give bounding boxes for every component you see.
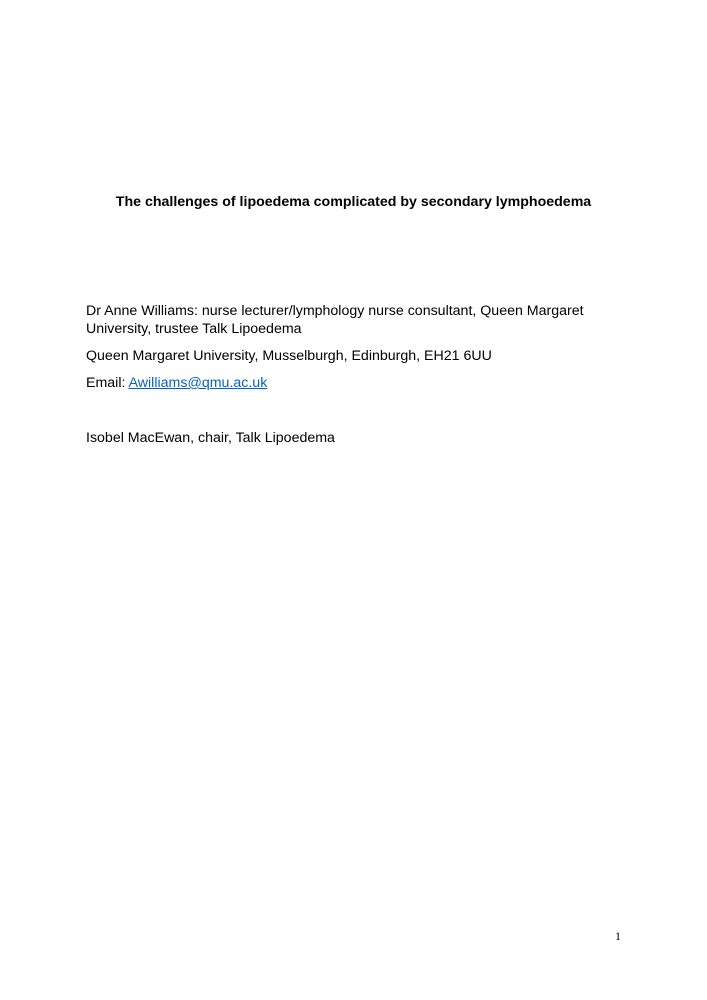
email-link[interactable]: Awilliams@qmu.ac.uk [128, 375, 268, 391]
affiliation-address: Queen Margaret University, Musselburgh, Edinburgh, EH21 6UU [86, 348, 492, 364]
author-macewan-line: Isobel MacEwan, chair, Talk Lipoedema [86, 430, 335, 446]
page-number: 1 [615, 929, 621, 943]
email-line [86, 375, 626, 393]
email-label: Email: [86, 375, 129, 391]
author-williams-line: Dr Anne Williams: nurse lecturer/lymphology nurse consultant, Queen Margaret University, trustee Talk Lipoedema [86, 303, 584, 337]
document-title: The challenges of lipoedema complicated by secondary lymphoedema [115, 194, 592, 210]
